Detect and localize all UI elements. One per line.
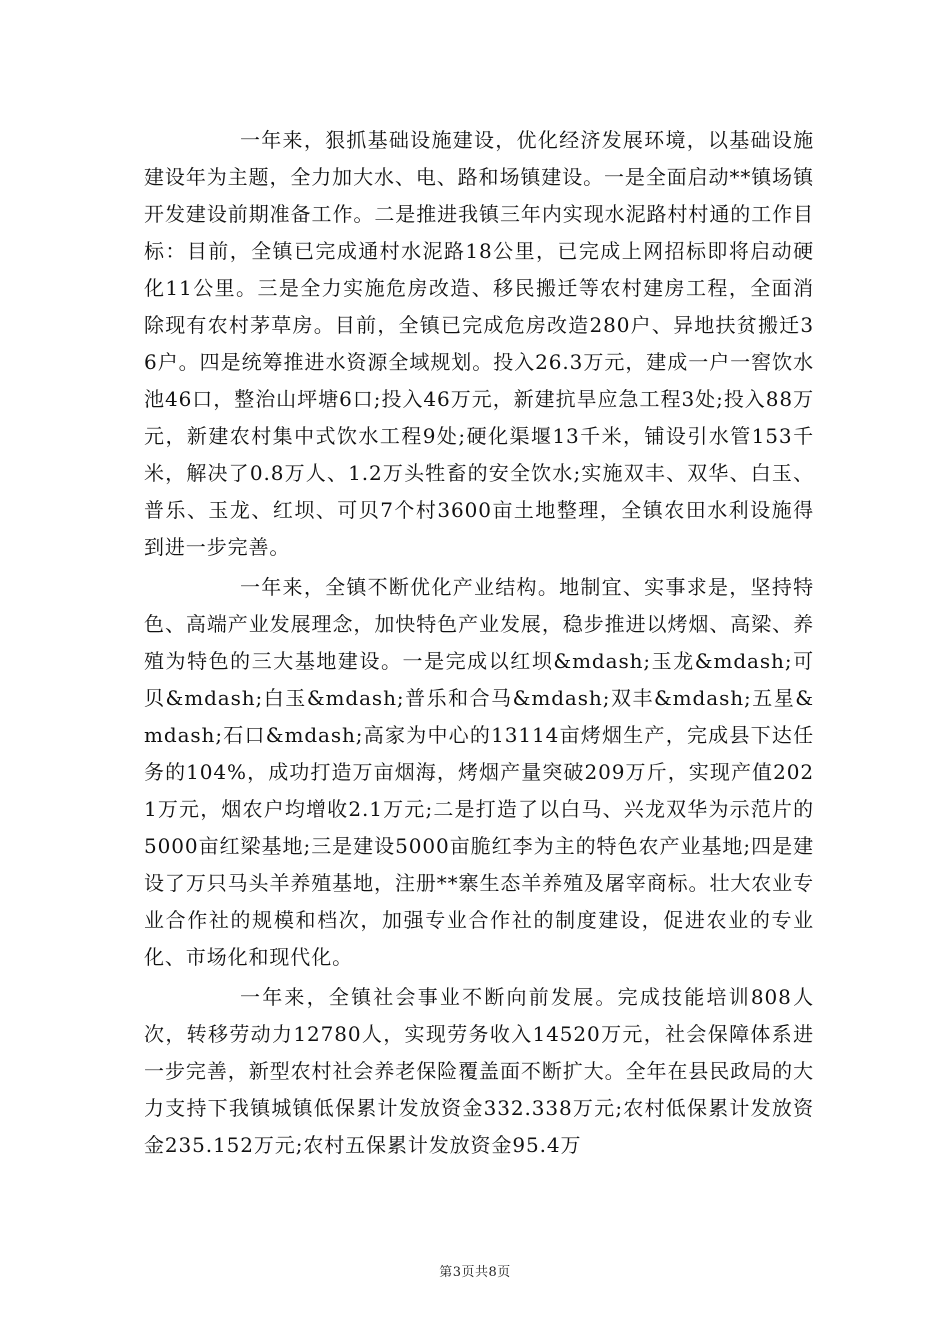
paragraph-industry: 一年来，全镇不断优化产业结构。地制宜、实事求是，坚持特色、高端产业发展理念，加快特色产业发展，稳步推进以烤烟、高梁、养殖为特色的三大基地建设。一是完成以红坝&mdash;玉龙&mdash;可贝&mdash;白玉&mdash;普乐和合马&mdash;双丰&mdash;五星&mdash;石口&mdash;高家为中心的13114亩烤烟生产，完成县下达任务的104%，成功打造万亩烟海，烤烟产量突破209万斤，实现产值2021万元，烟农户均增收2.1万元;二是打造了以白马、兴龙双华为示范片的5000亩红梁基地;三是建设5000亩脆红李为主的特色农产业基地;四是建设了万只马头羊养殖基地，注册**寨生态羊养殖及屠宰商标。壮大农业专业合作社的规模和档次，加强专业合作社的制度建设，促进农业的专业化、市场化和现代化。 xyxy=(144,575,814,969)
page-footer: 第3页共8页 xyxy=(439,1265,511,1280)
paragraph-social: 一年来，全镇社会事业不断向前发展。完成技能培训808人次，转移劳动力12780人，实现劳务收入14520万元，社会保障体系进一步完善，新型农村社会养老保险覆盖面不断扩大。全年在县民政局的大力支持下我镇城镇低保累计发放资金332.338万元;农村低保累计发放资金235.152万元;农村五保累计发放资金95.4万 xyxy=(144,985,814,1157)
document-body xyxy=(144,122,814,1164)
paragraph-infrastructure: 一年来，狠抓基础设施建设，优化经济发展环境，以基础设施建设年为主题，全力加大水、电、路和场镇建设。一是全面启动**镇场镇开发建设前期准备工作。二是推进我镇三年内实现水泥路村村通的工作目标：目前，全镇已完成通村水泥路18公里，已完成上网招标即将启动硬化11公里。三是全力实施危房改造、移民搬迁等农村建房工程，全面消除现有农村茅草房。目前，全镇已完成危房改造280户、异地扶贫搬迁36户。四是统筹推进水资源全域规划。投入26.3万元，建成一户一窖饮水池46口，整治山坪塘6口;投入46万元，新建抗旱应急工程3处;投入88万元，新建农村集中式饮水工程9处;硬化渠堰13千米，铺设引水管153千米，解决了0.8万人、1.2万头牲畜的安全饮水;实施双丰、双华、白玉、普乐、玉龙、红坝、可贝7个村3600亩土地整理，全镇农田水利设施得到进一步完善。 xyxy=(144,128,814,559)
